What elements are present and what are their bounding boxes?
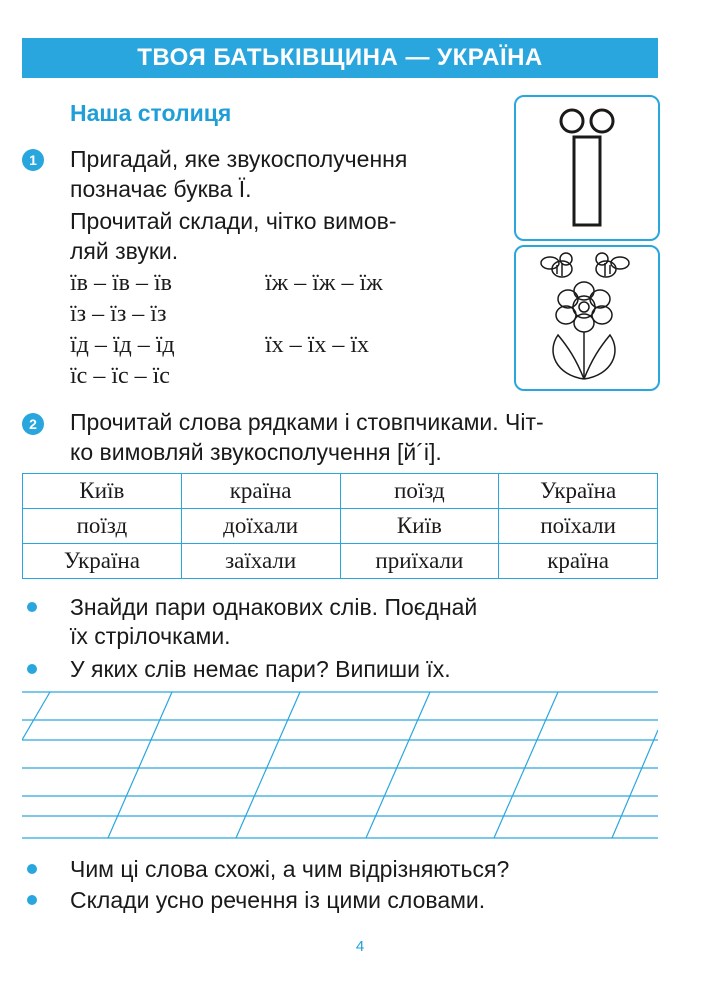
syllable-row: їс – їс – їс — [70, 363, 170, 389]
task-number-badge — [22, 413, 44, 435]
table-cell: Київ — [23, 474, 182, 509]
bullet-icon — [27, 602, 37, 612]
task-number-badge — [22, 149, 44, 171]
syllable-row: їх – їх – їх — [265, 332, 370, 358]
task1-line: позначає буква Ї. — [70, 176, 252, 202]
task1-line: ляй звуки. — [70, 238, 179, 264]
table-cell: Київ — [340, 509, 499, 544]
bullet-text: Знайди пари однакових слів. Поєднай — [70, 594, 478, 620]
letter-yi-icon — [516, 97, 658, 239]
table-cell: приїхали — [340, 544, 499, 579]
table-cell: поїзд — [23, 509, 182, 544]
task1-line: Пригадай, яке звукосполучення — [70, 146, 408, 172]
page-number: 4 — [355, 938, 365, 955]
table-row — [23, 544, 658, 579]
bullet-text: У яких слів немає пари? Випиши їх. — [70, 656, 451, 682]
syllable-row: їж – їж – їж — [265, 270, 383, 296]
table-row — [23, 474, 658, 509]
bullet-text: їх стрілочками. — [70, 623, 231, 649]
table-cell: поїхали — [499, 509, 658, 544]
table-cell: країна — [499, 544, 658, 579]
bullet-text: Склади усно речення із цими словами. — [70, 887, 486, 913]
bullet-text: Чим ці слова схожі, а чим відрізняються? — [70, 856, 510, 882]
syllable-row: їв – їв – їв — [70, 270, 172, 296]
table-cell: заїхали — [181, 544, 340, 579]
table-cell: доїхали — [181, 509, 340, 544]
task2-line: Прочитай слова рядками і стовпчиками. Чіт- — [70, 409, 544, 435]
task-number: 2 — [29, 416, 37, 432]
flower-picture-box — [514, 245, 660, 391]
flower-with-bees-icon — [516, 247, 658, 389]
task2-line: ко вимовляй звукосполучення [й´і]. — [70, 439, 442, 465]
table-cell: поїзд — [340, 474, 499, 509]
bullet-icon — [27, 864, 37, 874]
task-number: 1 — [29, 152, 37, 168]
table-cell: країна — [181, 474, 340, 509]
bullet-icon — [27, 664, 37, 674]
table-cell: Україна — [23, 544, 182, 579]
writing-lines[interactable] — [22, 690, 658, 840]
table-cell: Україна — [499, 474, 658, 509]
table-row — [23, 509, 658, 544]
syllable-row: їз – їз – їз — [70, 301, 167, 327]
words-table — [22, 473, 658, 579]
page-banner — [22, 38, 658, 78]
task1-line: Прочитай склади, чітко вимов- — [70, 208, 397, 234]
banner-title: ТВОЯ БАТЬКІВЩИНА — УКРАЇНА — [137, 44, 543, 71]
syllable-row: їд – їд – їд — [70, 332, 175, 358]
bullet-icon — [27, 895, 37, 905]
letter-picture-box — [514, 95, 660, 241]
section-subtitle: Наша столиця — [70, 100, 232, 126]
